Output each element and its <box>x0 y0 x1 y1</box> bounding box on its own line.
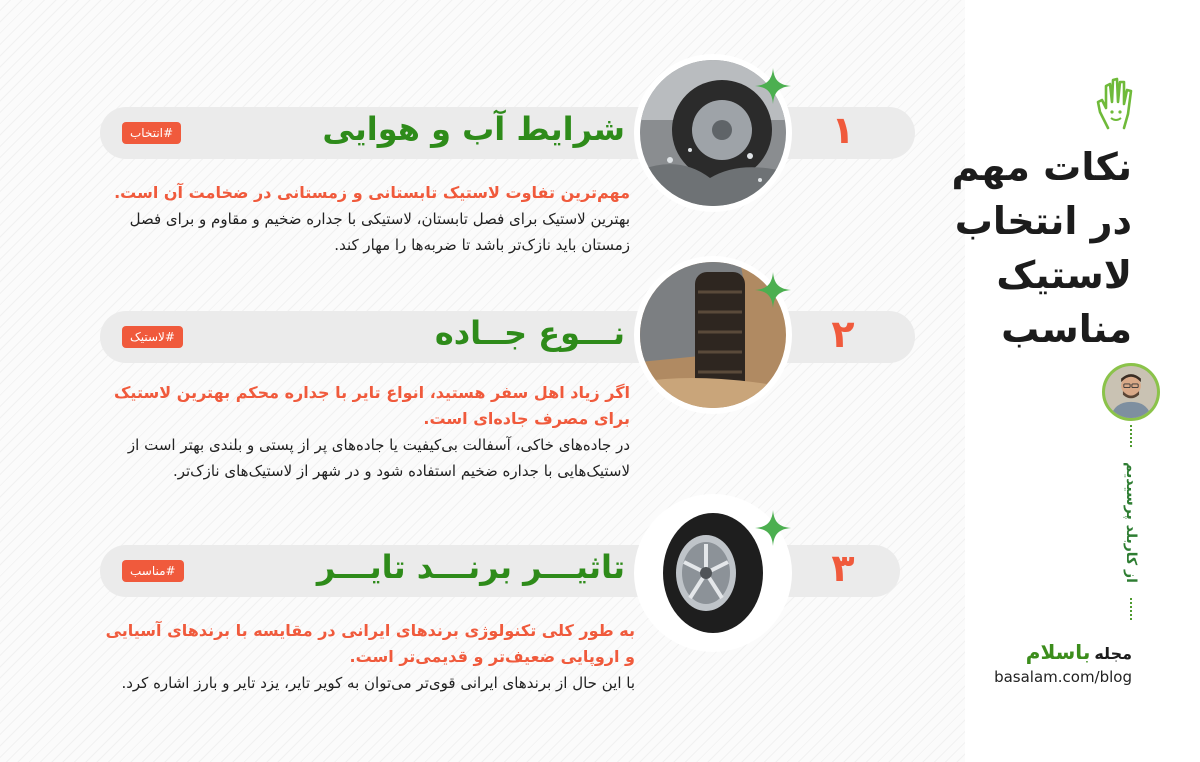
section-number: ۳ <box>831 546 855 590</box>
section-body: بهترین لاستیک برای فصل تابستان، لاستیکی با جداره ضخیم و مقاوم و برای فصل زمستان باید نازک‌تر باشد تا ضربه‌ها را مهار کند. <box>129 210 630 254</box>
section-title: شرایط آب و هوایی <box>322 110 625 148</box>
dotted-divider <box>1130 425 1132 447</box>
section-highlight: مهم‌ترین تفاوت لاستیک تابستانی و زمستانی در ضخامت آن است. <box>114 183 630 202</box>
hand-logo-icon <box>1094 72 1138 132</box>
section-number: ۱ <box>831 108 855 152</box>
magazine-label <box>1026 640 1132 664</box>
section-highlight: اگر زیاد اهل سفر هستید، انواع تایر با جداره محکم بهترین لاستیک برای مصرف جاده‌ای است. <box>114 383 630 428</box>
author-credit: از کاربلد پرسیدیم <box>1123 462 1139 583</box>
person-icon <box>1105 366 1157 418</box>
sparkle-icon <box>755 272 791 308</box>
sparkle-icon <box>755 68 791 104</box>
section-highlight: به طور کلی تکنولوژی برندهای ایرانی در مقایسه با برندهای آسیایی و اروپایی ضعیف‌تر و قدیمی‌تر است. <box>105 621 635 666</box>
section-body: با این حال از برندهای ایرانی قوی‌تر می‌توان به کویر تایر، یزد تایر و بارز اشاره کرد. <box>121 674 635 692</box>
main-title-line: مناسب <box>1001 307 1132 351</box>
section-number: ۲ <box>831 312 855 356</box>
main-title-line: در انتخاب <box>954 199 1132 243</box>
hashtag-badge[interactable]: #مناسب <box>122 560 184 582</box>
magazine-prefix: مجله <box>1094 644 1132 663</box>
hashtag-badge[interactable]: #انتخاب <box>122 122 181 144</box>
section-title: تاثیـــر برنـــد تایـــر <box>316 548 625 586</box>
sparkle-icon <box>755 510 791 546</box>
hashtag-badge[interactable]: #لاستیک <box>122 326 183 348</box>
section-body: در جاده‌های خاکی، آسفالت بی‌کیفیت یا جاده‌های پر از پستی و بلندی بهتر است از لاستیک‌هایی با جداره ضخیم استفاده شود و در شهر از لاستیک‌های نازک‌تر. <box>127 436 630 480</box>
section-title: نـــوع جــاده <box>434 314 625 352</box>
site-url[interactable]: basalam.com/blog <box>994 668 1132 686</box>
main-title-line: لاستیک <box>996 253 1132 297</box>
magazine-brand: باسلام <box>1025 640 1091 664</box>
dotted-divider <box>1130 598 1132 620</box>
main-title-line: نکات مهم <box>951 145 1132 189</box>
main-title <box>932 140 1132 356</box>
author-avatar <box>1102 363 1160 421</box>
